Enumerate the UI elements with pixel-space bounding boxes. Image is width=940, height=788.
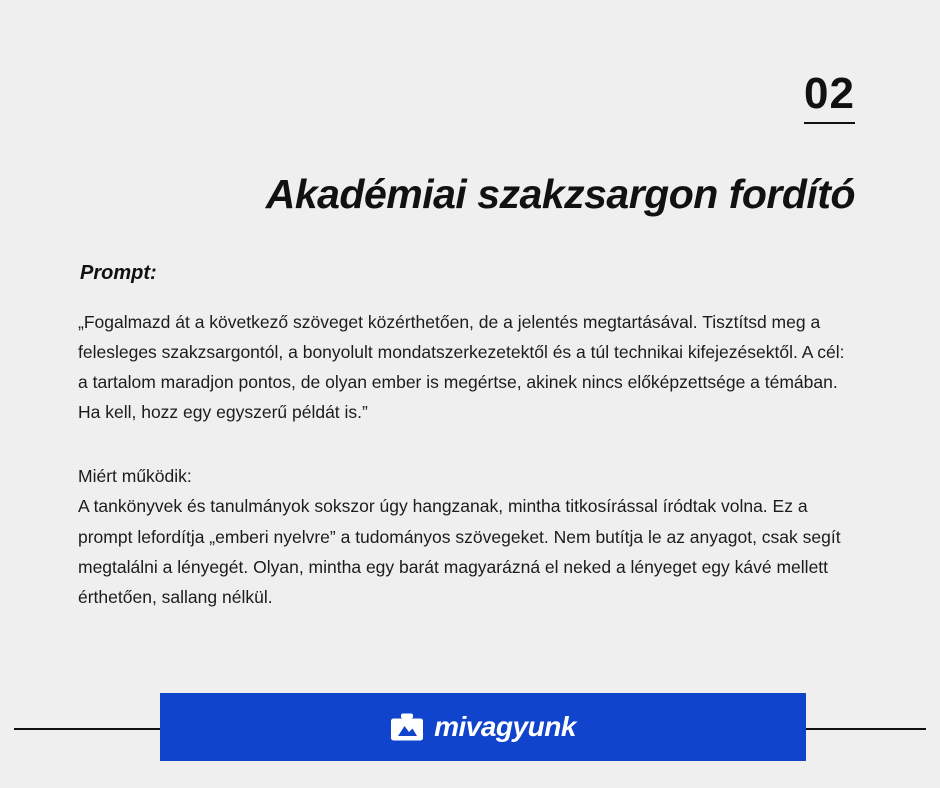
- page-title: Akadémiai szakzsargon fordító: [265, 171, 855, 218]
- slide-number: 02: [804, 72, 855, 124]
- prompt-text: „Fogalmazd át a következő szöveget közérthetően, de a jelentés megtartásával. Tisztítsd meg a felesleges szakzsargontól, a bonyolult mondatszerkezetektől és a túl technikai kifejezésektől. A cél: a tartalom maradjon pontos, de olyan ember is megértse, akinek nincs előképzettsége a témában. Ha kell, hozz egy egyszerű példát is.”: [78, 312, 845, 423]
- why-text: A tankönyvek és tanulmányok sokszor úgy hangzanak, mintha titkosírással íródtak volna. Ez a prompt lefordítja „emberi nyelvre” a tudományos szövegeket. Nem butítja le az anyagot, csak segít megtalálni a lényegét. Olyan, mintha egy barát magyarázná el neked a lényeget egy kávé mellett érthetően, sallang nélkül.: [78, 496, 841, 607]
- footer: [0, 711, 940, 742]
- brand-bar: [160, 693, 806, 761]
- slide-header: [804, 69, 855, 124]
- why-label: Miért működik:: [78, 466, 192, 487]
- briefcase-icon: [390, 712, 424, 742]
- content-area: [78, 262, 853, 612]
- why-block: [78, 461, 853, 611]
- brand-name: mivagyunk: [434, 711, 576, 742]
- prompt-label: Prompt:: [80, 262, 157, 284]
